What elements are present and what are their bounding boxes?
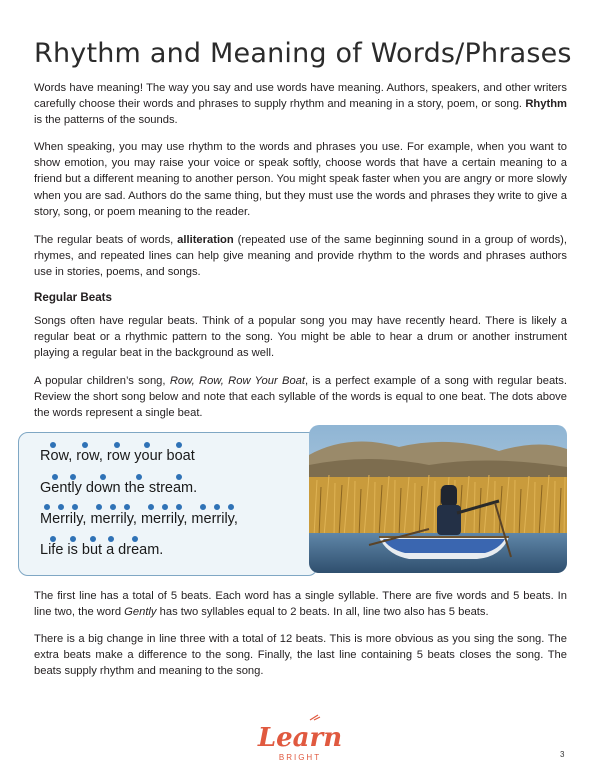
explanation-paragraph-1 [34,588,567,620]
beat-dot [110,504,116,510]
learn-bright-logo [240,714,360,764]
section-heading: Regular Beats [34,291,112,304]
alliteration-term: alliteration [177,234,234,246]
beat-dot [148,504,154,510]
song-intro-start: A popular children’s song, [34,375,166,387]
section-paragraph-2 [34,373,567,422]
page-title: Rhythm and Meaning of Words/Phrases [34,38,572,69]
alliteration-text-end: (repeated use of the same beginning sound in a group of words), rhymes, and repeated lines can help give meaning and provide rhythm to the words and phrases authors use in stories, poems, and songs. [34,234,568,279]
explanation-paragraph-2: There is a big change in line three with a total of 12 beats. This is more obvious as you sing the song. The extra beats make a difference to the song. Finally, the last line containing 5 beats closes the song. The beats supply rhythm and meaning to the song. [34,633,567,678]
beat-dot [228,504,234,510]
gently-term: Gently [124,606,157,619]
beat-dot [124,504,130,510]
beat-dot [44,504,50,510]
explanation-text-start: The first line has a total of 5 beats. Each word has a single syllable. There are five words and 5 beats. In line two, the word [34,590,567,619]
beat-dot [58,504,64,510]
song-title: Row, Row, Row Your Boat [169,375,306,387]
song-intro-end: , is a perfect example of a song with regular beats. Review the short song below and note that each syllable of the words is equal to one beat. The dots above the words represent a single beat. [34,375,567,420]
logo-word: Learn [257,723,343,753]
rhythm-term: Rhythm [525,98,567,111]
section-paragraph-1: Songs often have regular beats. Think of a popular song you may have recently heard. There is likely a regular beat or a rhythmic pattern to the song. You might be able to hear a drum or another instrument playing a regular beat in the background as well. [34,315,567,360]
song-line-3: Merrily, merrily, merrily, merrily, [40,511,238,527]
intro-paragraph-2: When speaking, you may use rhythm to the words and phrases you use. For example, when you want to show emotion, you may raise your voice or speak softly, choose words that have a certain meaning to a friend but a different meaning to another person. You might speak faster when you are angry or more slowly when you are sad. Authors do the same thing, but they must use the words and phrases they write to give a story, song, or poem meaning to the reader. [34,141,567,218]
explanation-text-end: has two syllables equal to 2 beats. In all, line two also has 5 beats. [159,606,489,619]
intro-paragraph-1 [34,80,567,129]
intro-text: Words have meaning! The way you say and use words have meaning. Authors, speakers, and other writers carefully choose their words and phrases to supply rhythm and meaning in a story, poem, or song. [34,82,567,111]
intro-paragraph-3 [34,232,567,281]
beat-dot [214,504,220,510]
boat-photo [309,425,567,573]
intro-text-end: is the patterns of the sounds. [34,114,178,127]
logo-sub: BRIGHT [278,753,322,762]
beat-dot [176,504,182,510]
beat-dot [162,504,168,510]
beat-dot [200,504,206,510]
song-line-2: Gently down the stream. [40,480,198,496]
beat-dot [72,504,78,510]
song-line-4: Life is but a dream. [40,542,164,558]
alliteration-text-start: The regular beats of words, [34,234,174,246]
song-line-1: Row, row, row your boat [40,448,195,464]
beat-dot [96,504,102,510]
page-number: 3 [560,750,565,759]
